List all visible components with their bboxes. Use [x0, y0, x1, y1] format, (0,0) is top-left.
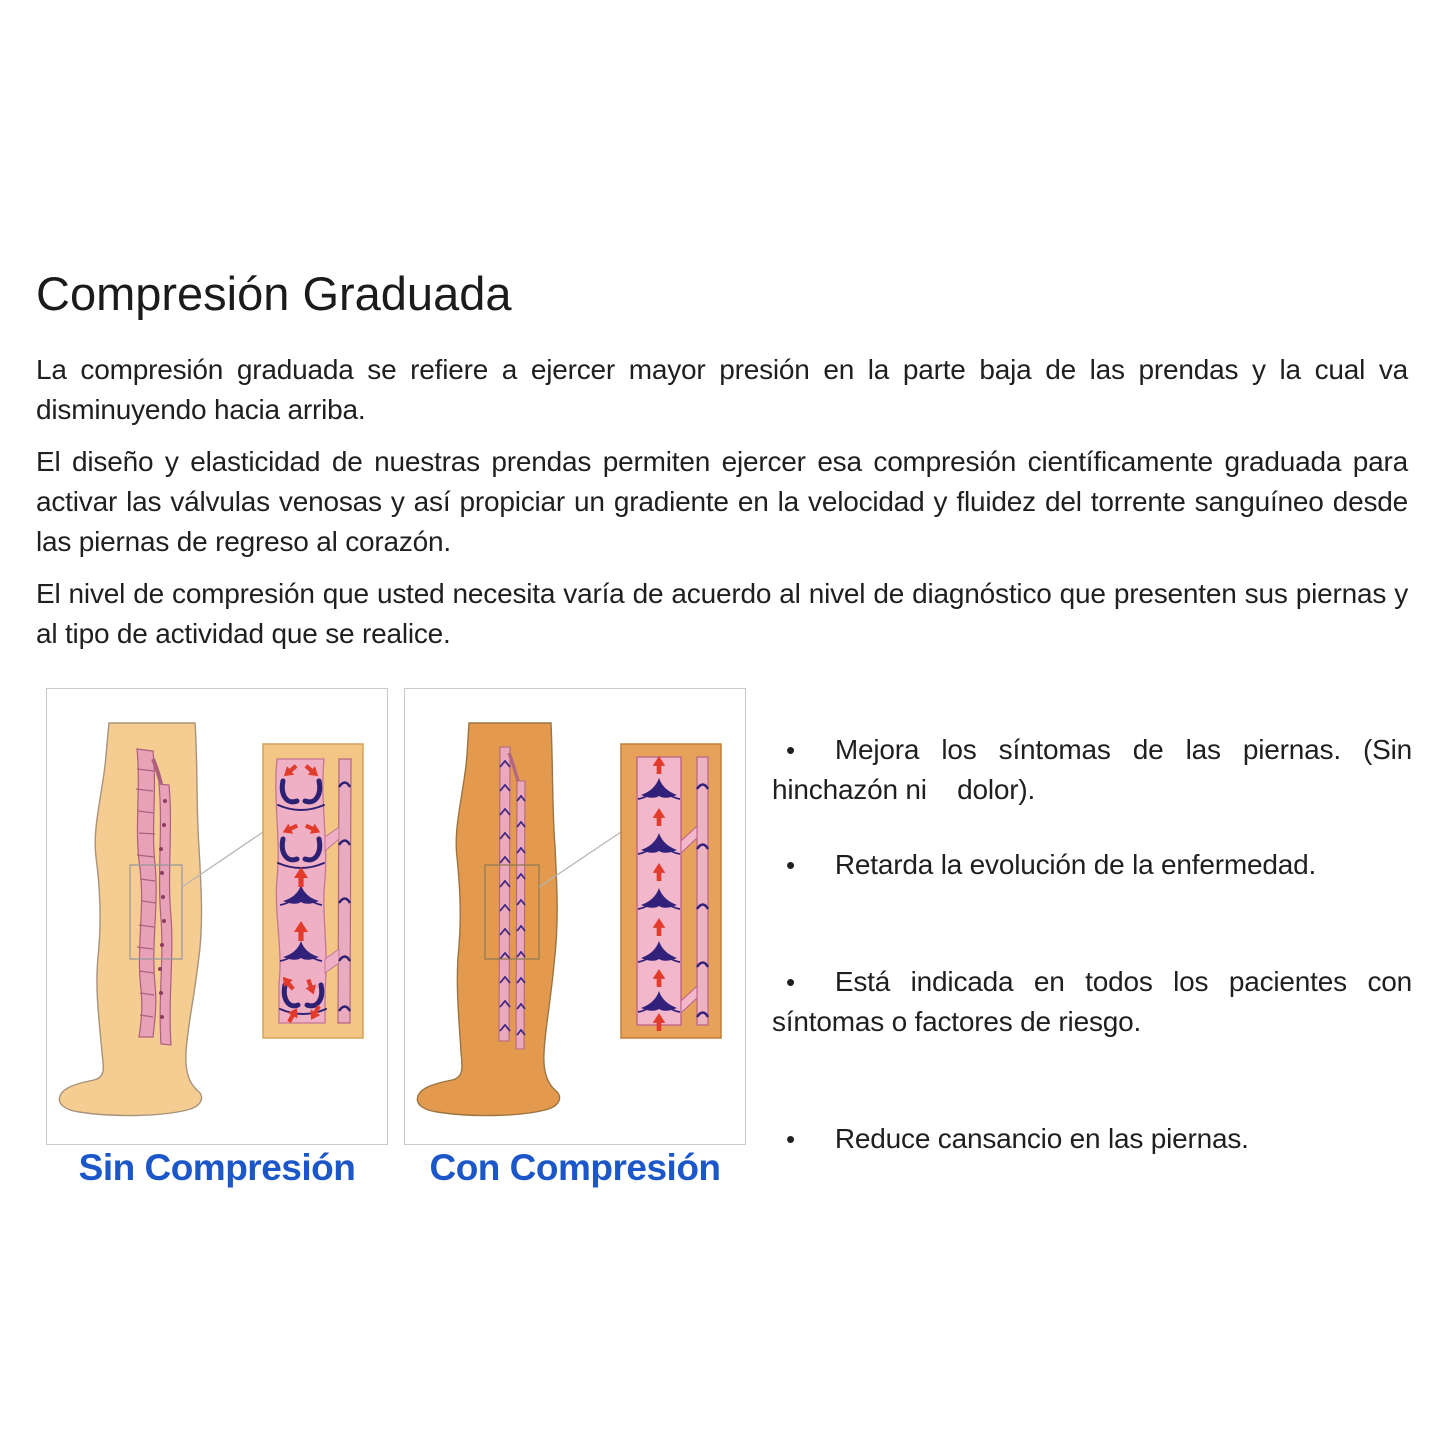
text-column	[36, 266, 1408, 666]
bullet-text: Mejora los síntomas de las piernas. (Sin hinchazón ni dolor).	[772, 734, 1412, 805]
bullet-item-3	[772, 962, 1412, 1042]
page-title: Compresión Graduada	[36, 267, 512, 320]
bullet-item-1	[772, 730, 1412, 810]
vein-detail-no-compression	[263, 744, 363, 1038]
bullet-icon: •	[786, 1124, 795, 1154]
bullet-item-2	[772, 845, 1412, 885]
leg-shape	[417, 723, 559, 1116]
leg-veins-varicose	[136, 749, 172, 1045]
figure-no-compression	[46, 688, 388, 1145]
bullet-icon: •	[786, 735, 795, 765]
leg-with-compression-illustration	[405, 689, 745, 1144]
figure-label-no-compression: Sin Compresión	[78, 1147, 356, 1188]
figure-label-with-compression: Con Compresión	[429, 1147, 721, 1188]
bullet-text: Reduce cansancio en las piernas.	[834, 1123, 1249, 1154]
paragraph-1: La compresión graduada se refiere a ejercer mayor presión en la parte baja de las prendas y la cual va disminuyendo hacia arriba.	[36, 354, 1408, 425]
paragraph-2: El diseño y elasticidad de nuestras prendas permiten ejercer esa compresión científicamente graduada para activar las válvulas venosas y así propiciar un gradiente en la velocidad y fluidez del torrente sanguíneo desde las piernas de regreso al corazón.	[36, 446, 1408, 557]
bullet-text: Está indicada en todos los pacientes con síntomas o factores de riesgo.	[772, 966, 1412, 1037]
leg-no-compression-illustration	[47, 689, 387, 1144]
figure-with-compression	[404, 688, 746, 1145]
bullet-item-4	[772, 1119, 1412, 1159]
bullet-text: Retarda la evolución de la enfermedad.	[834, 849, 1317, 880]
paragraph-3: El nivel de compresión que usted necesita varía de acuerdo al nivel de diagnóstico que presenten sus piernas y al tipo de actividad que se realice.	[36, 578, 1408, 649]
bullet-icon: •	[786, 967, 795, 997]
bullet-icon: •	[786, 850, 795, 880]
vein-detail-with-compression	[621, 744, 721, 1038]
